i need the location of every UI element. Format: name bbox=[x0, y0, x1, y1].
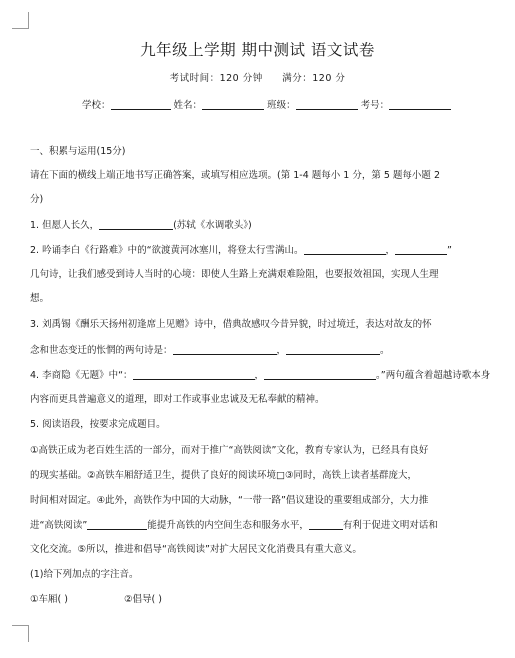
full-score: 满分：120 分 bbox=[282, 73, 346, 84]
q3-blank-1[interactable] bbox=[173, 343, 277, 355]
name-label: 姓名： bbox=[173, 100, 203, 111]
question-3-line-1: 3. 刘禹锡《酬乐天扬州初逢席上见赠》诗中，借典故感叹今昔异貌，时过境迁，表达对故友的怀 bbox=[30, 319, 432, 330]
pinyin-item-2[interactable]: ②倡导( ) bbox=[124, 594, 162, 605]
question-2-line-1: 2. 吟诵李白《行路难》中的“欲渡黄河冰塞川，将登太行雪满山。 ， ” bbox=[30, 245, 452, 256]
exam-no-label: 考号： bbox=[360, 100, 390, 111]
pinyin-item-1[interactable]: ①车厢( ) bbox=[30, 594, 68, 605]
q2-blank-1[interactable] bbox=[304, 243, 386, 255]
section-heading: 一、积累与运用(15分) bbox=[30, 146, 126, 157]
passage-blank-1[interactable] bbox=[87, 518, 147, 530]
school-label: 学校： bbox=[82, 100, 111, 111]
question-2-line-2: 几句诗，让我们感受到诗人当时的心境：即使人生路上充满艰难险阻，也要报效祖国，实现人生理 bbox=[30, 269, 439, 280]
q1-blank[interactable] bbox=[99, 218, 173, 230]
exam-no-field[interactable] bbox=[389, 98, 451, 110]
question-1: 1. 但愿人长久， (苏轼《水调歌头》) bbox=[30, 220, 252, 231]
question-2-line-3: 想。 bbox=[30, 293, 50, 304]
q4-blank-1[interactable] bbox=[133, 368, 255, 380]
subquestion-items bbox=[30, 593, 498, 607]
question-4-line-2: 内容而更具普遍意义的道理，即对工作或事业忠诚及无私奉献的精神。 bbox=[30, 394, 325, 405]
exam-subtitle bbox=[0, 70, 515, 84]
passage-line-1: ①高铁正成为老百姓生活的一部分，而对于推广“高铁阅读”文化，教育专家认为，已经具有良好 bbox=[30, 445, 429, 456]
passage-blank-2[interactable] bbox=[309, 518, 343, 530]
passage-line-2: 的现实基础。②高铁车厢舒适卫生，提供了良好的阅读环境□③同时，高铁上读者基群庞大， bbox=[30, 470, 418, 481]
student-info-row bbox=[82, 97, 482, 111]
passage-line-5: 文化交流。⑤所以，推进和倡导“高铁阅读”对扩大居民文化消费具有重大意义。 bbox=[30, 544, 362, 555]
passage-line-4: 进“高铁阅读” 能提升高铁的内空间生态和服务水平， 有利于促进文明对话和 bbox=[30, 520, 438, 531]
question-5: 5. 阅读语段，按要求完成题目。 bbox=[30, 419, 166, 430]
question-3-line-2: 念和世态变迁的怅惘的两句诗是： ， 。 bbox=[30, 345, 390, 356]
q4-blank-2[interactable] bbox=[264, 368, 376, 380]
class-field[interactable] bbox=[296, 98, 358, 110]
passage-line-3: 时间相对固定。④此外，高铁作为中国的大动脉，“一带一路”倡议建设的重要组成部分，大力推 bbox=[30, 495, 429, 506]
corner-mark-top bbox=[12, 12, 29, 29]
class-label: 班级： bbox=[267, 100, 296, 111]
exam-time: 考试时间：120 分钟 bbox=[169, 73, 263, 84]
q2-blank-2[interactable] bbox=[395, 243, 447, 255]
exam-title: 九年级上学期 期中测试 语文试卷 bbox=[140, 41, 375, 59]
instruction-line-2: 分) bbox=[30, 194, 44, 205]
instruction-line-1: 请在下面的横线上端正地书写正确答案，或填写相应选项。(第 1-4 题每小 1 分，第 5 题每小题 2 bbox=[30, 170, 440, 181]
q3-blank-2[interactable] bbox=[286, 343, 380, 355]
question-4-line-1: 4. 李商隐《无题》中“： ， 。”两句蕴含着超越诗歌本身 bbox=[30, 370, 491, 381]
school-field[interactable] bbox=[111, 98, 171, 110]
corner-mark-bottom bbox=[12, 625, 29, 642]
subquestion-prompt: (1)给下列加点的字注音。 bbox=[30, 569, 139, 580]
name-field[interactable] bbox=[202, 98, 264, 110]
